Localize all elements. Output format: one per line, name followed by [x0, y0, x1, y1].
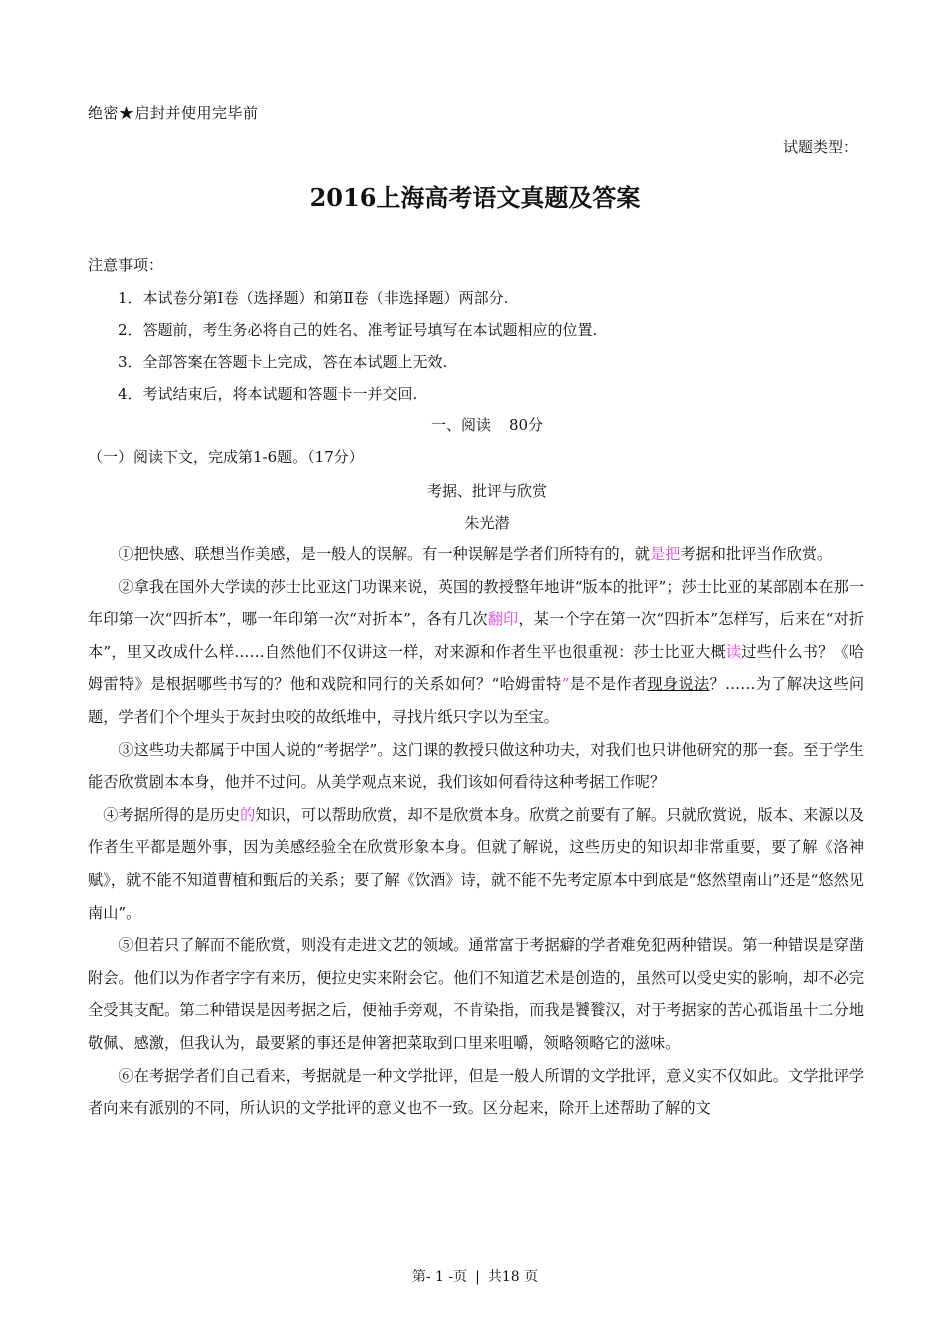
section-heading — [0, 414, 950, 435]
paragraph-text: ②拿我在国外大学读的莎士比亚这门功课来说，英国的教授整年地讲“版本的批评”；莎士比亚的某部剧本在那一年印第一次“四折本”，哪一年印第一次“对折本”，各有几次 — [88, 577, 864, 629]
paragraph-2 — [88, 571, 864, 734]
highlighted-text: ” — [561, 675, 570, 694]
paragraph-text: 是不是作者 — [569, 675, 648, 694]
notes-item: 2．答题前，考生务必将自己的姓名、准考证号填写在本试题相应的位置. — [118, 321, 598, 339]
page-total: 共18 页 — [487, 1269, 539, 1285]
section-label: 一、阅读 — [430, 416, 491, 434]
paragraph-5: ⑤但若只了解而不能欣赏，则没有走进文艺的领域。通常富于考据癖的学者难免犯两种错误。第一种错误是穿凿附会。他们以为作者字字有来历，便拉史实来附会它。他们不知道艺术是创造的，虽然可以受史实的影响，却不必完全受其支配。第二种错误是因考据之后，便袖手旁观，不肯染指，而我是饕餮汉，对于考据家的苦心孤诣虽十二分地敬佩、感激，但我认为，最要紧的事还是伸箸把菜取到口里来咀嚼，领略领略它的滋味。 — [88, 936, 864, 1052]
footer-separator: | — [475, 1269, 480, 1285]
document-title: 2016上海高考语文真题及答案 — [309, 183, 641, 212]
paragraph-1 — [88, 538, 864, 571]
paragraph-4 — [88, 799, 864, 929]
paragraph-text: ？……为了解决这些问题，学者们个个埋头于灰封虫咬的故纸堆中，寻找片纸只字以为至宝。 — [88, 675, 865, 726]
paragraph-text: 过些什么书？《哈姆雷特》是根据哪些书写的？他和戏院和同行的关系如何？“哈姆雷特 — [88, 642, 865, 694]
article-body — [88, 538, 864, 1125]
notes-item: 1．本试卷分第Ⅰ卷（选择题）和第Ⅱ卷（非选择题）两部分. — [118, 289, 509, 307]
paragraph-3: ③这些功夫都属于中国人说的“考据学”。这门课的教授只做这种功夫，对我们也只讲他研究的那一套。至于学生能否欣赏剧本本身，他并不过问。从美学观点来说，我们该如何看待这种考据工作呢？ — [88, 740, 864, 792]
paragraph-6: ⑥在考据学者们自己看来，考据就是一种文学批评，但是一般人所谓的文学批评，意义实不仅如此。文学批评学者向来有派别的不同，所认识的文学批评的意义也不一致。区分起来，除开上述帮助了解的文 — [88, 1066, 864, 1118]
notes-list — [118, 282, 597, 410]
notes-heading: 注意事项： — [88, 256, 164, 274]
highlighted-text: 读 — [725, 642, 742, 661]
page-number: 第- 1 -页 — [411, 1269, 468, 1285]
paragraph-text: ，某一个字在第一次“四折本”怎样写，后来在“对折本”，里又改成什么样……自然他们不仅讲这一样，对来源和作者生平也很重视：莎士比亚大概 — [88, 610, 865, 661]
underlined-text: 现身说法 — [647, 675, 710, 694]
highlighted-text: 是把 — [649, 545, 681, 563]
article-author: 朱光潜 — [464, 514, 510, 532]
page-footer — [0, 1266, 950, 1286]
exam-type-label: 试题类型： — [782, 138, 858, 156]
highlighted-text: 翻印 — [487, 610, 519, 629]
notes-item: 3．全部答案在答题卡上完成，答在本试题上无效. — [118, 353, 448, 371]
section-score: 80分 — [508, 416, 544, 434]
paragraph-text: ④考据所得的是历史 — [103, 805, 241, 824]
subsection-instruction: （一）阅读下文，完成第1-6题。（17分） — [88, 448, 364, 466]
notes-item: 4．考试结束后，将本试题和答题卡一并交回. — [118, 385, 418, 403]
article-title: 考据、批评与欣赏 — [426, 482, 547, 500]
highlighted-text: 的 — [240, 805, 256, 824]
paragraph-text: 考据和批评当作欣赏。 — [680, 545, 833, 563]
confidential-label: 绝密★启封并使用完毕前 — [88, 104, 259, 122]
paragraph-text: ①把快感、联想当作美感，是一般人的误解。有一种误解是学者们所特有的，就 — [118, 545, 650, 563]
paragraph-text: 知识，可以帮助欣赏，却不是欣赏本身。欣赏之前要有了解。只就欣赏说，版本、来源以及作者生平都是题外事，因为美感经验全在欣赏形象本身。但就了解说，这些历史的知识却非常重要，要了解《洛神赋》，就不能不知道曹植和甄后的关系；要了解《饮酒》诗，就不能不先考定原本中到底是“悠然望南山”还是“悠然见南山”。 — [88, 805, 865, 922]
